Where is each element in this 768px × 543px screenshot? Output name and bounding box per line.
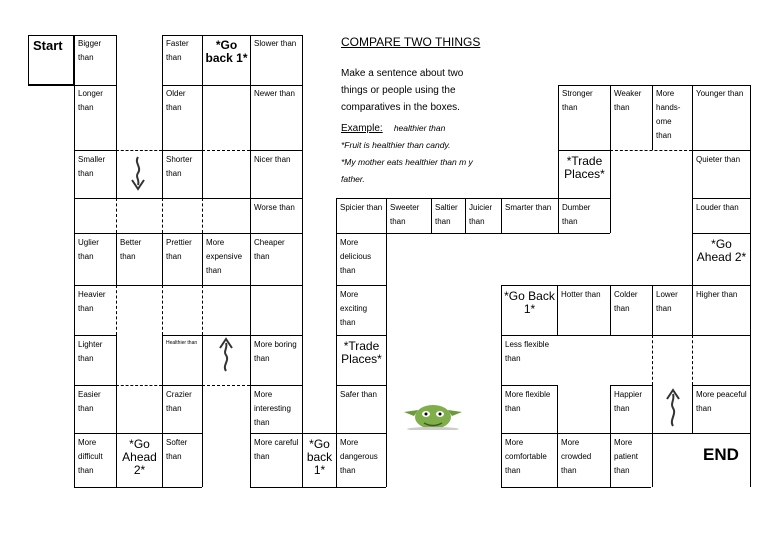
cell-less-flexible: Less flexible than bbox=[505, 340, 550, 363]
cell-more-expensive: More expensive than bbox=[206, 238, 243, 275]
cell-go-ahead-2: *Go Ahead 2* bbox=[122, 437, 157, 477]
cell-more-boring: More boring than bbox=[254, 340, 297, 363]
cell-colder: Colder than bbox=[614, 290, 638, 313]
cell-worse: Worse than bbox=[254, 203, 295, 212]
cell-trade-places-right: *Trade Places* bbox=[564, 154, 605, 181]
cell-hotter: Hotter than bbox=[561, 290, 601, 299]
cell-easier: Easier than bbox=[78, 390, 101, 413]
cell-bigger: Bigger than bbox=[78, 39, 102, 62]
cell-happier: Happier than bbox=[614, 390, 643, 413]
cell-more-dangerous: More dangerous than bbox=[340, 438, 378, 475]
cell-smarter: Smarter than bbox=[505, 203, 552, 212]
cell-more-delicious: More delicious than bbox=[340, 238, 372, 275]
cell-softer: Softer than bbox=[166, 438, 188, 461]
cell-older: Older than bbox=[166, 89, 186, 112]
cell-healthier: Healthier than bbox=[166, 340, 198, 346]
cell-smaller: Smaller than bbox=[78, 155, 106, 178]
instructions-title: COMPARE TWO THINGS bbox=[341, 35, 481, 49]
cell-more-flexible: More flexible than bbox=[505, 390, 551, 413]
cell-louder: Louder than bbox=[696, 203, 739, 212]
arrow-up-icon bbox=[216, 337, 236, 373]
example-label: Example: bbox=[341, 123, 383, 134]
cell-crazier: Crazier than bbox=[166, 390, 192, 413]
cell-uglier: Uglier than bbox=[78, 238, 99, 261]
arrow-up-icon bbox=[663, 388, 683, 428]
cell-faster: Faster than bbox=[166, 39, 189, 62]
example-sentence: *Fruit is healthier than candy. bbox=[341, 140, 451, 150]
cell-weaker: Weaker than bbox=[614, 89, 642, 112]
instructions bbox=[341, 34, 551, 188]
cell-sweeter: Sweeter than bbox=[390, 203, 420, 226]
start-square: Start bbox=[28, 35, 74, 85]
example-row bbox=[341, 120, 551, 137]
cell-newer: Newer than bbox=[254, 89, 295, 98]
cell-juicier: Juicier than bbox=[469, 203, 493, 226]
cell-quieter: Quieter than bbox=[696, 155, 741, 164]
cell-lower: Lower than bbox=[656, 290, 678, 313]
cell-more-handsome: More hands-ome than bbox=[656, 89, 681, 140]
cell-slower: Slower than bbox=[254, 39, 297, 48]
cell-go-ahead-2-right: *Go Ahead 2* bbox=[696, 237, 747, 264]
cell-lighter: Lighter than bbox=[78, 340, 103, 363]
example-sentence: father. bbox=[341, 174, 365, 184]
cell-go-back-1: *Go back 1* bbox=[205, 38, 248, 65]
instructions-line: things or people using the bbox=[341, 85, 456, 96]
cell-more-exciting: More exciting than bbox=[340, 290, 368, 327]
cell-heavier: Heavier than bbox=[78, 290, 106, 313]
cell-cheaper: Cheaper than bbox=[254, 238, 285, 261]
example-word: healthier than bbox=[393, 123, 446, 133]
cell-stronger: Stronger than bbox=[562, 89, 593, 112]
cell-more-difficult: More difficult than bbox=[78, 438, 103, 475]
cell-more-careful: More careful than bbox=[254, 438, 299, 461]
cell-more-patient: More patient than bbox=[614, 438, 639, 475]
cell-more-peaceful: More peaceful than bbox=[696, 390, 747, 413]
instructions-line: comparatives in the boxes. bbox=[341, 102, 460, 113]
cell-longer: Longer than bbox=[78, 89, 103, 112]
cell-prettier: Prettier than bbox=[166, 238, 192, 261]
cell-saltier: Saltier than bbox=[435, 203, 458, 226]
end-square: END bbox=[703, 445, 739, 464]
cell-dumber: Dumber than bbox=[562, 203, 591, 226]
cell-go-back-1-bottom: *Go back 1* bbox=[306, 437, 333, 477]
arrow-down-icon bbox=[128, 155, 148, 191]
cell-go-back-1-mid: *Go Back 1* bbox=[504, 289, 555, 316]
cell-more-comfortable: More comfortable than bbox=[505, 438, 547, 475]
cell-younger: Younger than bbox=[696, 89, 744, 98]
cell-more-crowded: More crowded than bbox=[561, 438, 592, 475]
cell-trade-places-left: *Trade Places* bbox=[341, 339, 382, 366]
instructions-line: Make a sentence about two bbox=[341, 68, 464, 79]
cell-better: Better than bbox=[120, 238, 142, 261]
cell-safer: Safer than bbox=[340, 390, 377, 399]
cell-shorter: Shorter than bbox=[166, 155, 193, 178]
goblin-icon bbox=[402, 400, 464, 430]
example-sentence: *My mother eats healthier than m y bbox=[341, 157, 473, 167]
cell-spicier: Spicier than bbox=[340, 203, 383, 212]
cell-more-interesting: More interesting than bbox=[254, 390, 291, 427]
cell-nicer: Nicer than bbox=[254, 155, 291, 164]
cell-higher: Higher than bbox=[696, 290, 738, 299]
